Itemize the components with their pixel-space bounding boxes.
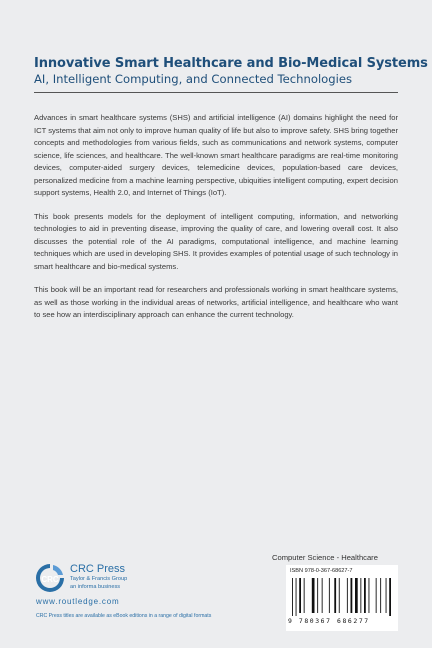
- publisher-url[interactable]: www.routledge.com: [36, 597, 120, 606]
- blurb: [34, 112, 398, 333]
- ebook-note: CRC Press titles are available as eBook editions in a range of digital formats: [36, 613, 212, 619]
- blurb-paragraph-3: This book will be an important read for researchers and professionals working in smart healthcare systems, as well as those working in the individual areas of networks, artificial intelligence, and healthcare who want to see how an interdisciplinary approach can enhance the current technology.: [34, 285, 398, 319]
- title-divider: [34, 92, 398, 93]
- book-title: Innovative Smart Healthcare and Bio-Medical Systems: [34, 56, 428, 71]
- isbn-label: ISBN 978-0-367-68627-7: [290, 568, 353, 574]
- subject-category: Computer Science - Healthcare: [272, 553, 378, 562]
- crc-logo-icon: [34, 562, 66, 594]
- blurb-paragraph-1: Advances in smart healthcare systems (SHS) and artificial intelligence (AI) domains highlight the need for ICT systems that aim not only to improve human quality of life but also to improve safety. SHS bring together concepts and methodologies from various fields, such as communications and network systems, computer science, life sciences, and healthcare. The well-known smart healthcare paradigms are real-time monitoring devices, computer-aided surgery devices, telemedicine devices, population-based care devices, personalized medicine from a machine learning perspective, ubiquities intelligent computing, expert decision support systems, Health 2.0, and Internet of Things (IoT).: [34, 113, 398, 197]
- blurb-paragraph-2: This book presents models for the deployment of intelligent computing, information, and networking technologies to aid in preventing disease, improving the quality of care, and lowering overall cost. It also discusses the potential role of the AI paradigms, computational intelligence, and machine learning techniques which are used in developing SHS. It provides examples of potential usage of such technology in smart healthcare and bio-medical systems.: [34, 211, 398, 271]
- barcode-bars: [290, 578, 394, 616]
- publisher-name: CRC Press: [70, 563, 126, 575]
- barcode-number: 9 780367 686277: [288, 617, 370, 625]
- publisher-group: Taylor & Francis Group: [70, 576, 128, 582]
- publisher-business: an informa business: [70, 584, 121, 590]
- book-subtitle: AI, Intelligent Computing, and Connected Technologies: [34, 72, 353, 86]
- isbn-barcode: [286, 565, 398, 631]
- crc-logo-text: CRC: [41, 575, 59, 584]
